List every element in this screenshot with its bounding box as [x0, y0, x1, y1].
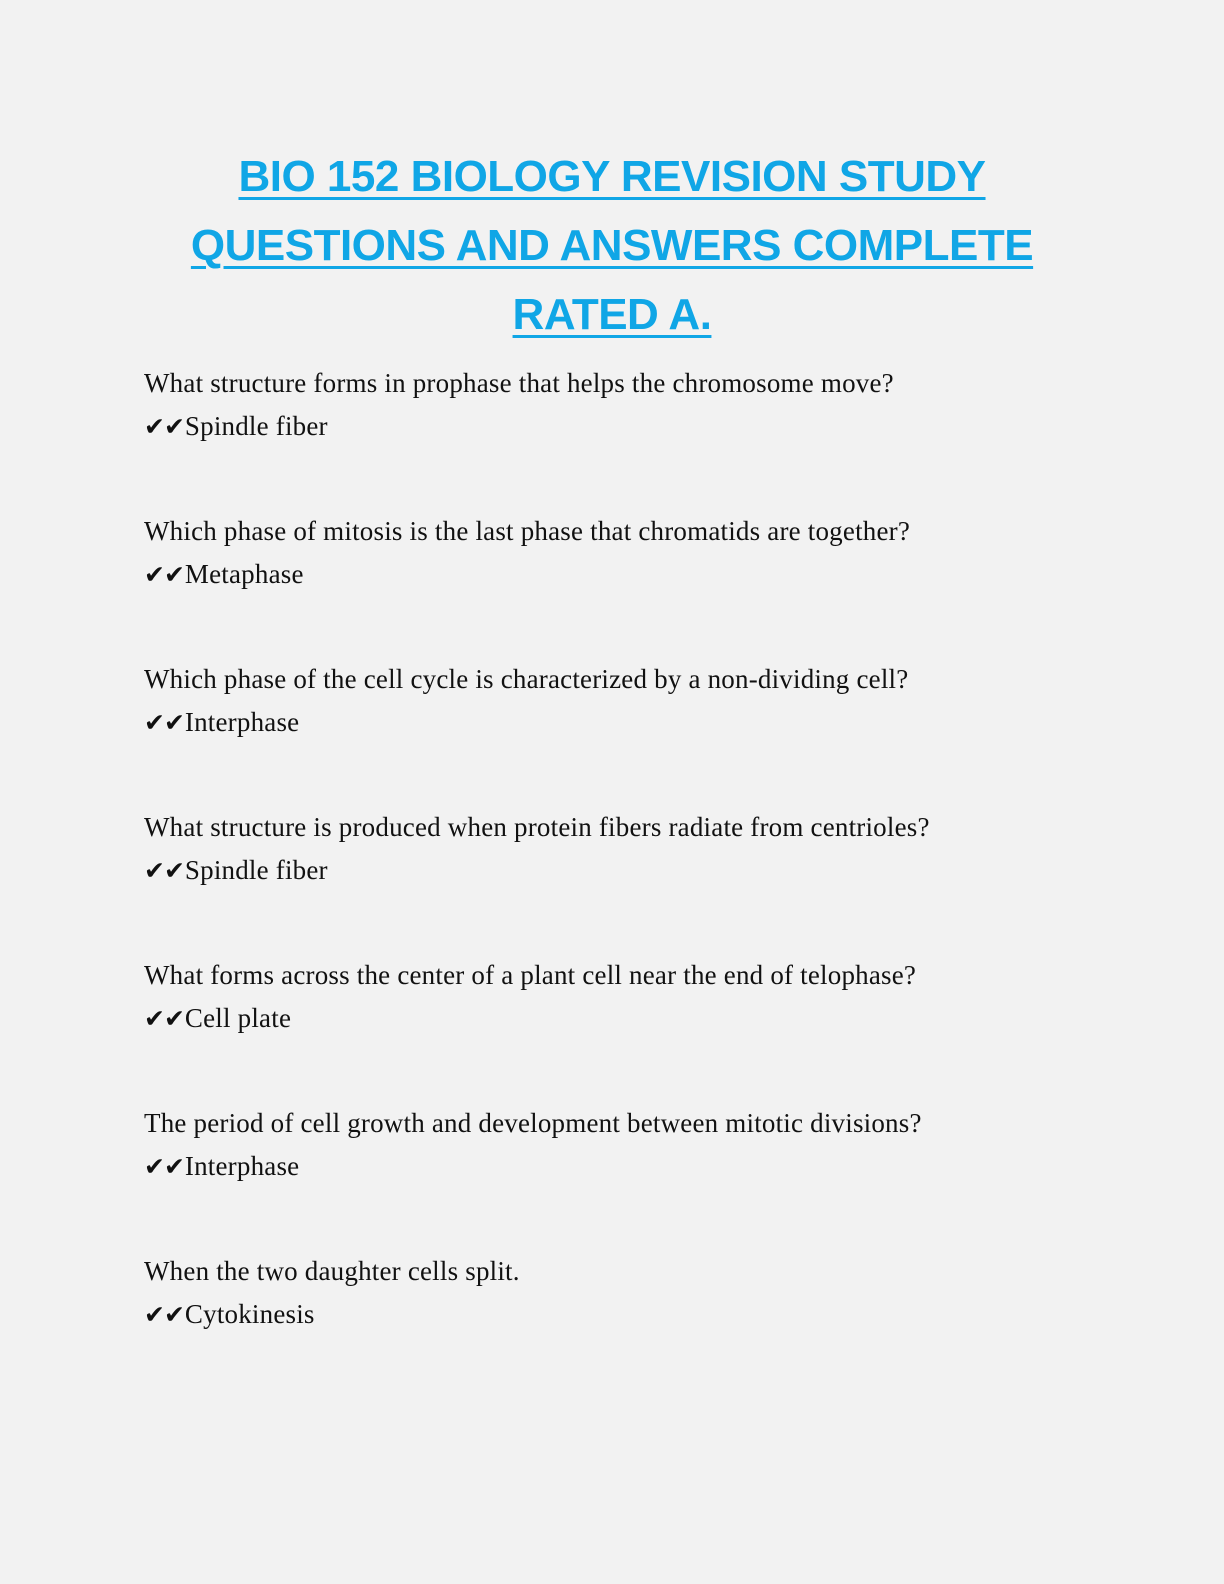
question-text: Which phase of mitosis is the last phase that chromatids are together?: [144, 516, 911, 546]
answer-text: Cell plate: [184, 1003, 292, 1033]
title-line-3: RATED A.: [512, 290, 712, 339]
answer-line: [144, 849, 1084, 892]
title-line-1: BIO 152 BIOLOGY REVISION STUDY: [238, 152, 986, 201]
question-text: What structure forms in prophase that helps the chromosome move?: [144, 368, 894, 398]
answer-text: Metaphase: [184, 559, 304, 589]
answer-line: [144, 405, 1084, 448]
qa-item: [144, 1250, 1084, 1398]
qa-item: [144, 1102, 1084, 1250]
question-text: What structure is produced when protein fibers radiate from centrioles?: [144, 812, 930, 842]
answer-line: [144, 1293, 1084, 1336]
qa-item: [144, 806, 1084, 954]
qa-list: [144, 362, 1084, 1398]
double-check-icon: ✔✔: [144, 412, 184, 441]
document-title: [144, 142, 1080, 349]
qa-item: [144, 954, 1084, 1102]
double-check-icon: ✔✔: [144, 560, 184, 589]
qa-item: [144, 362, 1084, 510]
double-check-icon: ✔✔: [144, 1152, 184, 1181]
answer-line: [144, 1145, 1084, 1188]
double-check-icon: ✔✔: [144, 856, 184, 885]
question-text: Which phase of the cell cycle is characterized by a non-dividing cell?: [144, 664, 909, 694]
double-check-icon: ✔✔: [144, 708, 184, 737]
answer-line: [144, 553, 1084, 596]
answer-text: Spindle fiber: [184, 855, 328, 885]
question-text: The period of cell growth and development between mitotic divisions?: [144, 1108, 922, 1138]
question-text: What forms across the center of a plant cell near the end of telophase?: [144, 960, 917, 990]
answer-text: Interphase: [184, 707, 300, 737]
answer-text: Cytokinesis: [184, 1299, 315, 1329]
answer-text: Interphase: [184, 1151, 300, 1181]
qa-item: [144, 658, 1084, 806]
title-line-2: QUESTIONS AND ANSWERS COMPLETE: [190, 221, 1034, 270]
answer-line: [144, 701, 1084, 744]
answer-text: Spindle fiber: [184, 411, 328, 441]
qa-item: [144, 510, 1084, 658]
answer-line: [144, 997, 1084, 1040]
double-check-icon: ✔✔: [144, 1300, 184, 1329]
question-text: When the two daughter cells split.: [144, 1256, 520, 1286]
double-check-icon: ✔✔: [144, 1004, 184, 1033]
